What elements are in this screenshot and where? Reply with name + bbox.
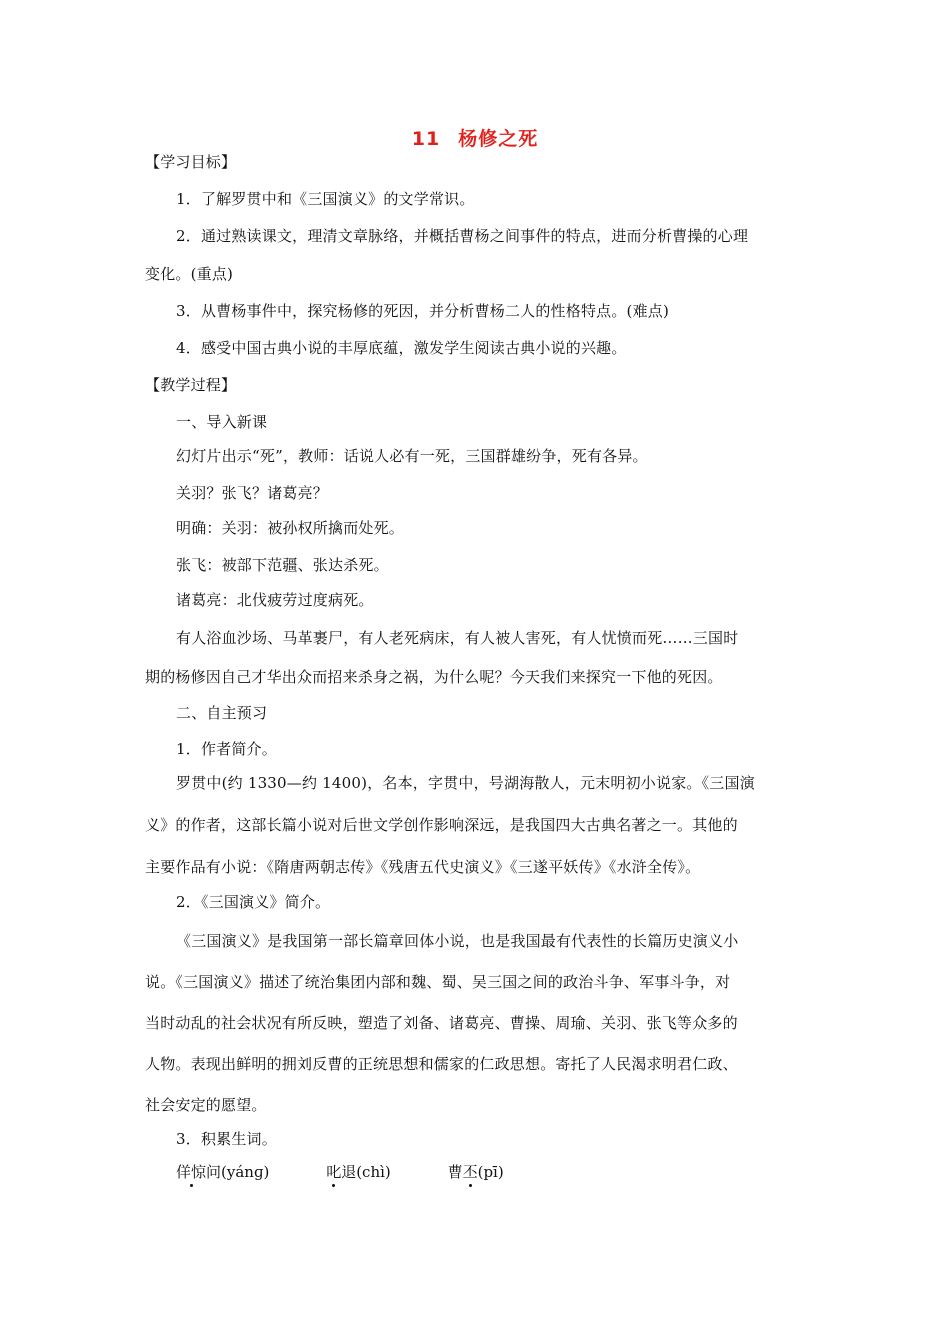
- author-intro-line-1: 罗贯中(约 1330—约 1400)，名本，字贯中，号湖海散人，元末明初小说家。《三国演: [176, 774, 755, 792]
- intro-paragraph-6-line-2: 期的杨修因自己才华出众而招来杀身之祸，为什么呢？今天我们来探究一下他的死因。: [145, 668, 723, 686]
- intro-paragraph-4: 张飞：被部下范疆、张达杀死。: [176, 556, 389, 574]
- objective-item-3: 3．从曹杨事件中，探究杨修的死因，并分析曹杨二人的性格特点。(难点): [176, 302, 670, 320]
- novel-intro-line-4: 人物。表现出鲜明的拥刘反曹的正统思想和儒家的仁政思想。寄托了人民渴求明君仁政、: [145, 1055, 738, 1073]
- objective-item-4: 4．感受中国古典小说的丰厚底蕴，激发学生阅读古典小说的兴趣。: [176, 339, 627, 357]
- lesson-title: 杨修之死: [458, 128, 539, 150]
- vocab-item: 曹丕(pī): [447, 1163, 504, 1181]
- objective-item-2-line-2: 变化。(重点): [145, 265, 234, 283]
- vocabulary-heading: 3．积累生词。: [176, 1130, 277, 1148]
- page-title: [0, 124, 950, 151]
- intro-paragraph-2: 关羽？张飞？诸葛亮？: [176, 484, 329, 502]
- author-intro-line-2: 义》的作者，这部长篇小说对后世文学创作影响深远，是我国四大古典名著之一。其他的: [145, 816, 738, 834]
- novel-intro-line-5: 社会安定的愿望。: [145, 1096, 267, 1114]
- intro-paragraph-1: 幻灯片出示“死”，教师：话说人必有一死，三国群雄纷争，死有各异。: [176, 447, 648, 465]
- section-2-heading: 二、自主预习: [176, 704, 268, 722]
- intro-paragraph-3: 明确：关羽：被孙权所擒而处死。: [176, 519, 405, 537]
- novel-intro-line-3: 当时动乱的社会状况有所反映，塑造了刘备、诸葛亮、曹操、周瑜、关羽、张飞等众多的: [145, 1014, 738, 1032]
- intro-paragraph-6-line-1: 有人浴血沙场、马革裹尸，有人老死病床，有人被人害死，有人忧愤而死……三国时: [176, 629, 739, 647]
- objective-item-2-line-1: 2．通过熟读课文，理清文章脉络，并概括曹杨之间事件的特点，进而分析曹操的心理: [176, 227, 749, 245]
- author-intro-line-3: 主要作品有小说：《隋唐两朝志传》《残唐五代史演义》《三遂平妖传》《水浒全传》。: [145, 858, 701, 876]
- section-1-heading: 一、导入新课: [176, 413, 268, 431]
- vocab-item: 叱退(chì): [326, 1163, 391, 1181]
- author-intro-heading: 1．作者简介。: [176, 740, 277, 758]
- intro-paragraph-5: 诸葛亮：北伐疲劳过度病死。: [176, 591, 374, 609]
- process-heading: 【教学过程】: [145, 376, 237, 394]
- novel-intro-line-2: 说。《三国演义》描述了统治集团内部和魏、蜀、吴三国之间的政治斗争、军事斗争，对: [145, 973, 731, 991]
- novel-intro-line-1: 《三国演义》是我国第一部长篇章回体小说，也是我国最有代表性的长篇历史演义小: [176, 932, 739, 950]
- objective-item-1: 1．了解罗贯中和《三国演义》的文学常识。: [176, 190, 475, 208]
- novel-intro-heading: 2．《三国演义》简介。: [176, 893, 331, 911]
- vocabulary-list: [176, 1162, 556, 1182]
- objectives-heading: 【学习目标】: [145, 153, 237, 171]
- vocab-item: 佯惊问(yánɡ): [176, 1163, 270, 1181]
- lesson-number: 11: [411, 128, 441, 150]
